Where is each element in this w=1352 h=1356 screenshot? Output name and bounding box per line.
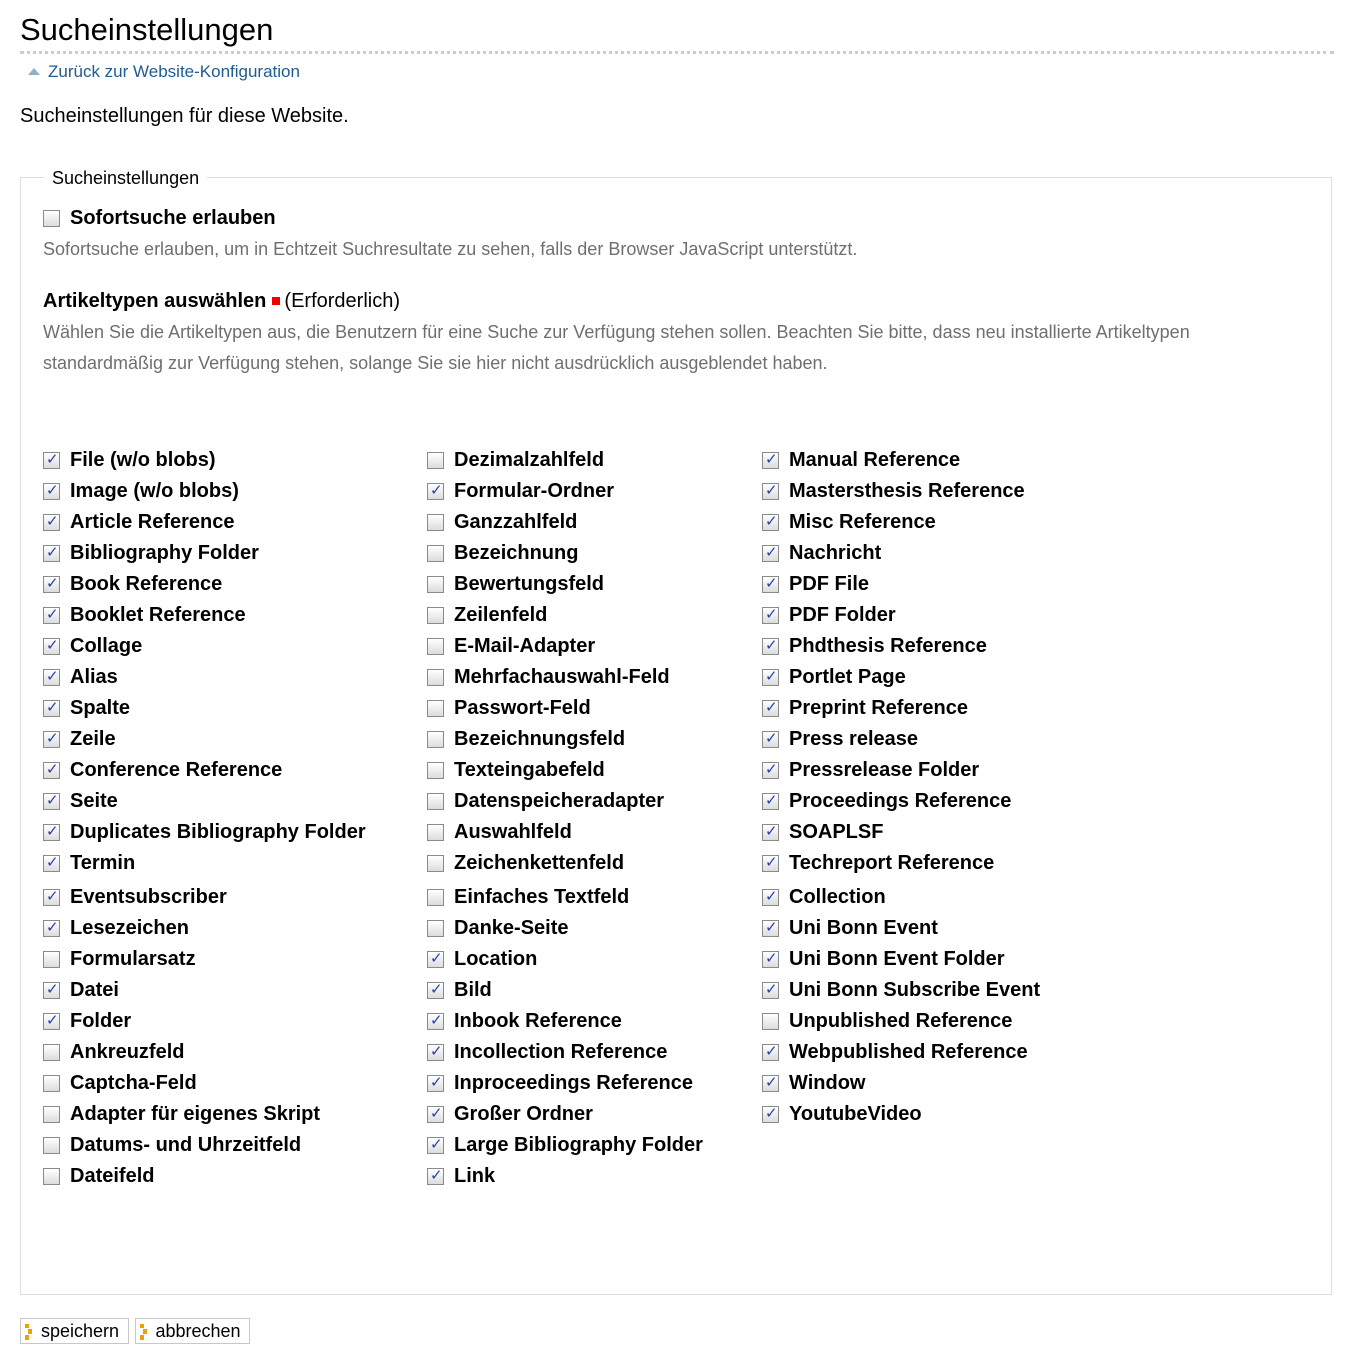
type-item[interactable]	[427, 944, 703, 975]
type-checkbox[interactable]	[43, 1013, 60, 1030]
type-item[interactable]	[43, 724, 366, 755]
type-checkbox[interactable]	[427, 824, 444, 841]
type-checkbox[interactable]	[762, 607, 779, 624]
type-checkbox[interactable]	[762, 855, 779, 872]
type-checkbox[interactable]	[43, 1137, 60, 1154]
button-bullet-icon	[140, 1324, 147, 1340]
type-label: Large Bibliography Folder	[454, 1134, 703, 1156]
type-checkbox[interactable]	[762, 700, 779, 717]
type-checkbox[interactable]	[762, 731, 779, 748]
type-checkbox[interactable]	[43, 545, 60, 562]
type-item[interactable]	[762, 882, 1040, 913]
type-item[interactable]	[43, 975, 366, 1006]
type-item[interactable]	[762, 724, 1040, 755]
type-label: Bibliography Folder	[70, 542, 259, 564]
type-label: YoutubeVideo	[789, 1103, 922, 1125]
type-item[interactable]	[43, 913, 366, 944]
type-checkbox[interactable]	[762, 982, 779, 999]
type-checkbox[interactable]	[43, 855, 60, 872]
type-item[interactable]	[427, 538, 703, 569]
type-label: Manual Reference	[789, 449, 961, 471]
back-link-label: Zurück zur Website-Konfiguration	[48, 62, 300, 81]
type-checkbox[interactable]	[427, 951, 444, 968]
types-column-1	[43, 445, 366, 1192]
type-label: Termin	[70, 852, 136, 874]
type-checkbox[interactable]	[762, 1044, 779, 1061]
type-item[interactable]	[427, 1037, 703, 1068]
type-label: Inproceedings Reference	[454, 1072, 693, 1094]
type-label: Mastersthesis Reference	[789, 480, 1025, 502]
type-checkbox[interactable]	[427, 514, 444, 531]
back-to-site-setup-link[interactable]	[28, 61, 300, 83]
types-help: Wählen Sie die Artikeltypen aus, die Benutzern für eine Suche zur Verfügung stehen sollen. Beachten Sie bitte, dass neu installierte Artikeltypen standardmäßig zur Verfügung stehen, solange Sie sie hier nicht ausdrücklich ausgeblendet haben.	[43, 322, 1190, 373]
types-column-2	[427, 445, 703, 1192]
type-item[interactable]	[427, 1161, 703, 1192]
type-checkbox[interactable]	[43, 483, 60, 500]
type-checkbox[interactable]	[762, 452, 779, 469]
type-item[interactable]	[43, 944, 366, 975]
type-item[interactable]	[762, 445, 1040, 476]
type-label: Ganzzahlfeld	[454, 511, 578, 533]
type-item[interactable]	[427, 882, 703, 913]
type-item[interactable]	[427, 507, 703, 538]
type-checkbox[interactable]	[43, 793, 60, 810]
type-label: Zeile	[70, 728, 116, 750]
type-label: Zeilenfeld	[454, 604, 548, 626]
type-checkbox[interactable]	[762, 576, 779, 593]
type-checkbox[interactable]	[762, 889, 779, 906]
type-label: Bewertungsfeld	[454, 573, 605, 595]
type-checkbox[interactable]	[762, 793, 779, 810]
type-item[interactable]	[427, 786, 703, 817]
type-item[interactable]	[427, 1006, 703, 1037]
type-item[interactable]	[43, 848, 366, 879]
type-item[interactable]	[427, 476, 703, 507]
type-checkbox[interactable]	[762, 483, 779, 500]
type-label: Portlet Page	[789, 666, 906, 688]
type-item[interactable]	[762, 507, 1040, 538]
type-checkbox[interactable]	[762, 824, 779, 841]
type-checkbox[interactable]	[762, 762, 779, 779]
save-button[interactable]	[20, 1318, 129, 1344]
type-label: Conference Reference	[70, 759, 283, 781]
type-item[interactable]	[43, 445, 366, 476]
type-item[interactable]	[762, 755, 1040, 786]
type-checkbox[interactable]	[43, 638, 60, 655]
type-item[interactable]	[427, 1068, 703, 1099]
type-item[interactable]	[427, 817, 703, 848]
type-checkbox[interactable]	[43, 920, 60, 937]
type-label: Captcha-Feld	[70, 1072, 197, 1094]
type-checkbox[interactable]	[762, 1075, 779, 1092]
required-text: (Erforderlich)	[284, 290, 400, 312]
type-label: Auswahlfeld	[454, 821, 572, 843]
type-item[interactable]	[427, 848, 703, 879]
type-checkbox[interactable]	[427, 1106, 444, 1123]
type-item[interactable]	[427, 755, 703, 786]
button-bullet-icon	[25, 1324, 32, 1340]
instant-search-checkbox[interactable]	[43, 210, 60, 227]
type-label: Duplicates Bibliography Folder	[70, 821, 366, 843]
type-item[interactable]	[427, 693, 703, 724]
type-label: Location	[454, 948, 538, 970]
type-checkbox[interactable]	[43, 1075, 60, 1092]
page-title: Sucheinstellungen	[20, 10, 1334, 54]
type-item[interactable]	[427, 662, 703, 693]
type-checkbox[interactable]	[427, 920, 444, 937]
type-checkbox[interactable]	[43, 1168, 60, 1185]
type-label: Texteingabefeld	[454, 759, 605, 781]
type-label: Nachricht	[789, 542, 882, 564]
type-item[interactable]	[43, 1068, 366, 1099]
type-label: PDF File	[789, 573, 870, 595]
type-label: Lesezeichen	[70, 917, 189, 939]
type-label: Datenspeicheradapter	[454, 790, 665, 812]
type-checkbox[interactable]	[427, 483, 444, 500]
type-checkbox[interactable]	[43, 700, 60, 717]
type-label: Datums- und Uhrzeitfeld	[70, 1134, 302, 1156]
type-checkbox[interactable]	[427, 607, 444, 624]
type-checkbox[interactable]	[427, 700, 444, 717]
type-item[interactable]	[427, 569, 703, 600]
type-item[interactable]	[43, 1099, 366, 1130]
type-label: File (w/o blobs)	[70, 449, 216, 471]
type-item[interactable]	[43, 693, 366, 724]
type-label: Link	[454, 1165, 496, 1187]
type-label: Incollection Reference	[454, 1041, 668, 1063]
type-item[interactable]	[43, 569, 366, 600]
type-item[interactable]	[762, 848, 1040, 879]
type-item[interactable]	[427, 724, 703, 755]
type-label: Großer Ordner	[454, 1103, 593, 1125]
type-item[interactable]	[43, 507, 366, 538]
type-checkbox[interactable]	[762, 545, 779, 562]
save-button-label: speichern	[40, 1321, 120, 1341]
instant-search-help: Sofortsuche erlauben, um in Echtzeit Suchresultate zu sehen, falls der Browser JavaScript unterstützt.	[43, 239, 858, 259]
type-checkbox[interactable]	[427, 669, 444, 686]
type-checkbox[interactable]	[43, 982, 60, 999]
type-item[interactable]	[43, 538, 366, 569]
type-checkbox[interactable]	[43, 669, 60, 686]
type-checkbox[interactable]	[427, 545, 444, 562]
cancel-button-label: abbrechen	[155, 1321, 241, 1341]
type-checkbox[interactable]	[43, 889, 60, 906]
types-field-label	[43, 289, 400, 313]
type-label: Proceedings Reference	[789, 790, 1012, 812]
type-label: Press release	[789, 728, 919, 750]
type-item[interactable]	[762, 693, 1040, 724]
instant-search-field	[43, 206, 276, 230]
type-label: Unpublished Reference	[789, 1010, 1013, 1032]
type-item[interactable]	[762, 600, 1040, 631]
type-checkbox[interactable]	[427, 1044, 444, 1061]
type-label: Eventsubscriber	[70, 886, 227, 908]
type-checkbox[interactable]	[43, 514, 60, 531]
type-checkbox[interactable]	[43, 1106, 60, 1123]
type-checkbox[interactable]	[762, 920, 779, 937]
type-checkbox[interactable]	[43, 607, 60, 624]
type-label: Bezeichnungsfeld	[454, 728, 626, 750]
type-item[interactable]	[762, 631, 1040, 662]
type-item[interactable]	[43, 1037, 366, 1068]
type-checkbox[interactable]	[427, 1075, 444, 1092]
type-label: Uni Bonn Event Folder	[789, 948, 1005, 970]
type-item[interactable]	[762, 975, 1040, 1006]
type-item[interactable]	[427, 975, 703, 1006]
type-item[interactable]	[762, 817, 1040, 848]
type-label: Formular-Ordner	[454, 480, 615, 502]
type-item[interactable]	[762, 1037, 1040, 1068]
up-arrow-icon	[28, 68, 40, 75]
type-label: Einfaches Textfeld	[454, 886, 630, 908]
type-checkbox[interactable]	[762, 514, 779, 531]
type-item[interactable]	[427, 913, 703, 944]
type-label: Dateifeld	[70, 1165, 155, 1187]
type-checkbox[interactable]	[427, 762, 444, 779]
type-label: Inbook Reference	[454, 1010, 622, 1032]
type-checkbox[interactable]	[427, 855, 444, 872]
type-label: Collection	[789, 886, 886, 908]
type-checkbox[interactable]	[43, 762, 60, 779]
type-checkbox[interactable]	[427, 638, 444, 655]
type-label: Bild	[454, 979, 492, 1001]
type-item[interactable]	[43, 1006, 366, 1037]
type-label: Datei	[70, 979, 119, 1001]
type-item[interactable]	[43, 882, 366, 913]
type-item[interactable]	[43, 786, 366, 817]
type-label: Danke-Seite	[454, 917, 569, 939]
type-label: Booklet Reference	[70, 604, 246, 626]
type-checkbox[interactable]	[427, 793, 444, 810]
type-label: Ankreuzfeld	[70, 1041, 185, 1063]
type-label: Seite	[70, 790, 118, 812]
type-checkbox[interactable]	[43, 824, 60, 841]
type-label: Phdthesis Reference	[789, 635, 987, 657]
type-label: Dezimalzahlfeld	[454, 449, 605, 471]
type-item[interactable]	[43, 1130, 366, 1161]
type-checkbox[interactable]	[43, 951, 60, 968]
type-label: Image (w/o blobs)	[70, 480, 239, 502]
fieldset-legend: Sucheinstellungen	[44, 166, 207, 190]
type-checkbox[interactable]	[427, 1168, 444, 1185]
type-label: Article Reference	[70, 511, 235, 533]
type-checkbox[interactable]	[43, 452, 60, 469]
type-item[interactable]	[43, 600, 366, 631]
type-label: Mehrfachauswahl-Feld	[454, 666, 670, 688]
type-item[interactable]	[427, 1130, 703, 1161]
type-item[interactable]	[762, 569, 1040, 600]
type-label: PDF Folder	[789, 604, 896, 626]
type-label: Alias	[70, 666, 118, 688]
type-label: E-Mail-Adapter	[454, 635, 596, 657]
type-checkbox[interactable]	[427, 576, 444, 593]
cancel-button[interactable]	[135, 1318, 250, 1344]
type-label: Adapter für eigenes Skript	[70, 1103, 321, 1125]
page-description: Sucheinstellungen für diese Website.	[20, 105, 349, 127]
type-item[interactable]	[762, 944, 1040, 975]
required-marker-icon	[272, 297, 280, 305]
type-checkbox[interactable]	[427, 731, 444, 748]
types-label: Artikeltypen auswählen	[43, 290, 267, 312]
type-checkbox[interactable]	[427, 452, 444, 469]
type-label: Bezeichnung	[454, 542, 579, 564]
type-label: Formularsatz	[70, 948, 196, 970]
type-checkbox[interactable]	[43, 576, 60, 593]
type-item[interactable]	[43, 631, 366, 662]
type-label: Uni Bonn Event	[789, 917, 938, 939]
type-label: Window	[789, 1072, 866, 1094]
type-item[interactable]	[43, 1161, 366, 1192]
type-label: Preprint Reference	[789, 697, 968, 719]
type-checkbox[interactable]	[762, 669, 779, 686]
type-item[interactable]	[762, 1099, 1040, 1130]
type-label: Webpublished Reference	[789, 1041, 1028, 1063]
type-item[interactable]	[427, 631, 703, 662]
type-item[interactable]	[43, 662, 366, 693]
type-checkbox[interactable]	[762, 1013, 779, 1030]
type-label: Zeichenkettenfeld	[454, 852, 625, 874]
type-item[interactable]	[762, 476, 1040, 507]
types-column-3	[762, 445, 1040, 1130]
type-label: Misc Reference	[789, 511, 936, 533]
type-label: Collage	[70, 635, 143, 657]
instant-search-label: Sofortsuche erlauben	[70, 207, 276, 229]
type-item[interactable]	[762, 662, 1040, 693]
type-label: Passwort-Feld	[454, 697, 591, 719]
type-item[interactable]	[427, 1099, 703, 1130]
type-checkbox[interactable]	[762, 1106, 779, 1123]
type-item[interactable]	[762, 538, 1040, 569]
type-checkbox[interactable]	[427, 1137, 444, 1154]
type-item[interactable]	[427, 445, 703, 476]
type-item[interactable]	[762, 1006, 1040, 1037]
type-checkbox[interactable]	[427, 1013, 444, 1030]
type-item[interactable]	[43, 817, 366, 848]
type-checkbox[interactable]	[43, 731, 60, 748]
type-label: Folder	[70, 1010, 132, 1032]
type-label: Book Reference	[70, 573, 223, 595]
type-label: Spalte	[70, 697, 131, 719]
type-item[interactable]	[43, 476, 366, 507]
type-item[interactable]	[43, 755, 366, 786]
type-item[interactable]	[762, 1068, 1040, 1099]
type-label: Techreport Reference	[789, 852, 995, 874]
type-checkbox[interactable]	[427, 889, 444, 906]
type-item[interactable]	[762, 786, 1040, 817]
type-item[interactable]	[762, 913, 1040, 944]
type-label: SOAPLSF	[789, 821, 884, 843]
type-label: Pressrelease Folder	[789, 759, 980, 781]
type-checkbox[interactable]	[762, 638, 779, 655]
type-label: Uni Bonn Subscribe Event	[789, 979, 1041, 1001]
type-checkbox[interactable]	[43, 1044, 60, 1061]
type-checkbox[interactable]	[762, 951, 779, 968]
type-checkbox[interactable]	[427, 982, 444, 999]
type-item[interactable]	[427, 600, 703, 631]
